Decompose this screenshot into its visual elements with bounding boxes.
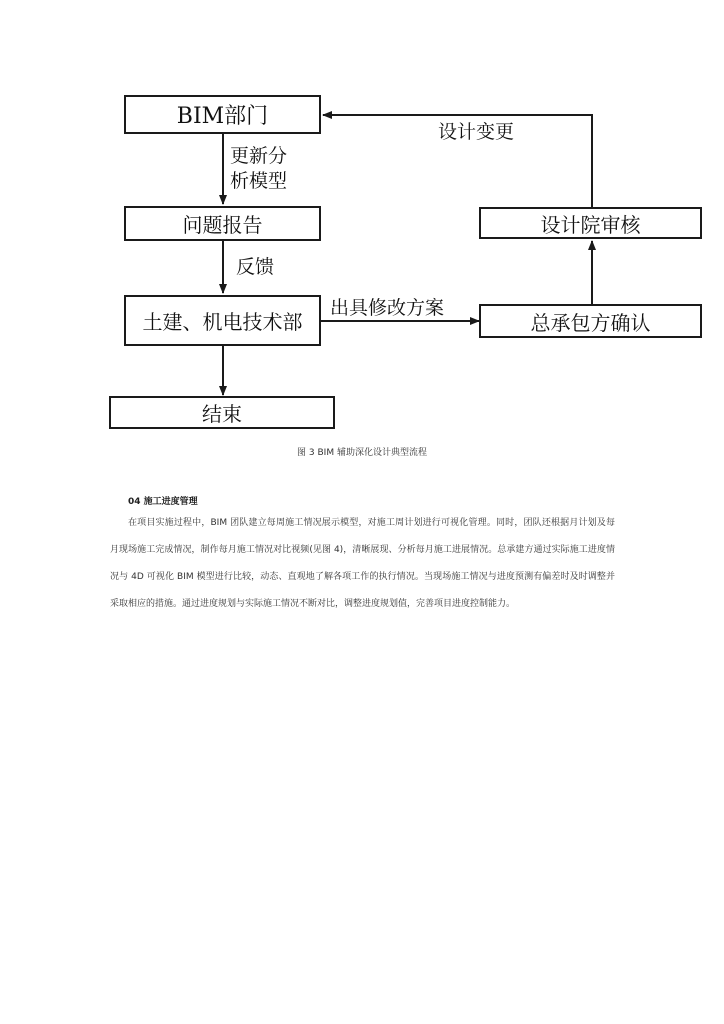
node-issue-report [124,206,321,241]
node-bim-department [124,95,321,134]
node-general-contractor-confirm [479,304,702,338]
label-update-model [230,144,287,194]
flowchart [0,0,724,440]
label-propose-changes: 出具修改方案 [330,297,445,319]
node-bim-department-label: BIM部门 [176,104,269,129]
node-end-label: 结束 [202,402,242,426]
label-feedback: 反馈 [236,256,275,278]
node-gc-confirm-label: 总承包方确认 [530,310,651,335]
section-paragraph: 在项目实施过程中，BIM 团队建立每周施工情况展示模型，对施工周计划进行可视化管理。同时，团队还根据月计划及每月现场施工完成情况，制作每月施工情况对比视频(见图 4)，清晰展现、分析每月施工进展情况。总承建方通过实际施工进度情况与 4D 可视化 BIM 模型进行比较，动态、直观地了解各项工作的执行情况。当现场施工情况与进度预测有偏差时及时调整并采取相应的措施。通过进度规划与实际施工情况不断对比，调整进度规划值，完善项目进度控制能力。 [110,518,615,609]
node-design-review-label: 设计院审核 [540,212,641,237]
label-update-model-line1: 更新分 [230,145,288,167]
label-design-change: 设计变更 [438,121,515,143]
node-end [109,396,335,429]
node-civil-mep-department [124,295,321,346]
figure-caption: 图 3 BIM 辅助深化设计典型流程 [297,448,427,458]
node-issue-report-label: 问题报告 [182,213,263,237]
node-civil-mep-label: 土建、机电技术部 [142,310,303,334]
node-design-institute-review [479,207,702,239]
label-update-model-line2: 析模型 [230,170,288,192]
section-title: 04 施工进度管理 [128,497,198,507]
